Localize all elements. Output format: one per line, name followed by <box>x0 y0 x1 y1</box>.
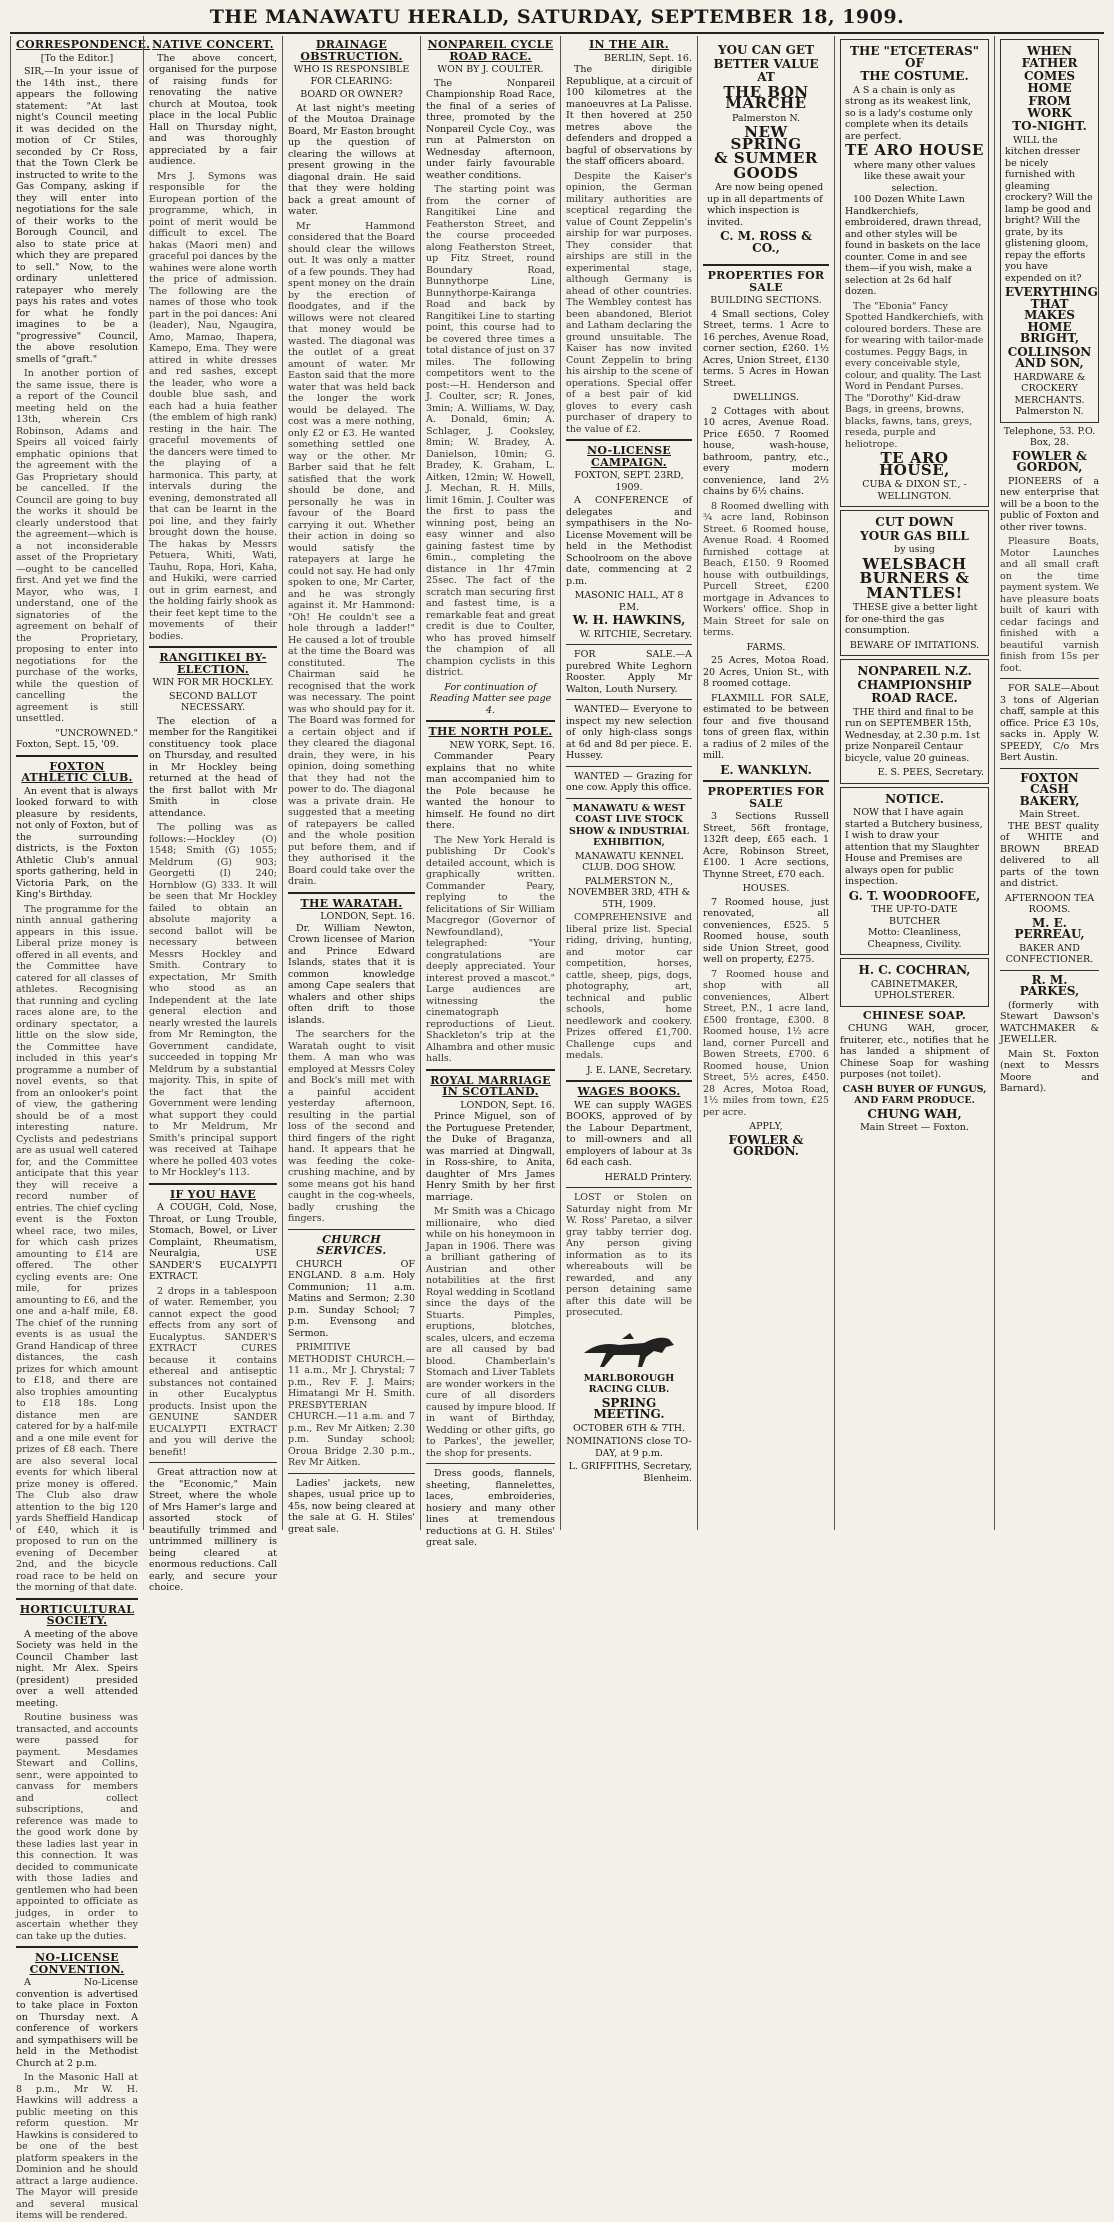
letter-date: Foxton, Sept. 15, '09. <box>16 739 119 750</box>
new-line-3: GOODS <box>733 163 799 182</box>
cycle-body: The Nonpareil Championship Road Race, the final of a series of three, promoted by the Nonpareil Cycle Coy., was run at Palmerston on Wednesday afternoon, under fairly favourable weather conditions. <box>426 77 555 181</box>
building-sections: BUILDING SECTIONS. <box>710 295 822 306</box>
bread-body: THE BEST quality of WHITE and BROWN BREAD delivered to all parts of the town and district. <box>1000 820 1099 889</box>
houses-list: 7 Roomed house, just renovated, all conveniences, £525. 5 Roomed house, south side Union Street, good well on property, £275. <box>703 896 829 965</box>
etceteras-body: A S a chain is only as strong as its weakest link, so is a lady's costume only complete when its details are perfect. <box>845 84 973 142</box>
masthead: THE MANAWATU HERALD, SATURDAY, SEPTEMBER 18, 1909. <box>10 6 1104 34</box>
gas-body: THESE give a better light for one-third the gas consumption. <box>845 602 978 636</box>
heading-if-you-have: IF YOU HAVE <box>170 1187 256 1201</box>
etceteras-ad <box>840 39 989 507</box>
properties-list-2: 3 Sections Russell Street, 56ft frontage, 132ft deep, £65 each. 1 Acre, Robinson Street, £100. 1 Acre sections, Thynne Street, £70 each. <box>703 811 829 880</box>
parkes: R. M. PARKES, <box>1019 972 1080 998</box>
notice-body: NOW that I have again started a Butchery business, I wish to draw your attention that my Slaughter House and Premises are always open for public inspection. <box>845 807 983 887</box>
air-body: The dirigible Republique, at a circuit of 100 kilometres at the manoeuvres at La Palisse. It then hovered at 250 metres above the defenders and dropped a bagful of observations by the staff officers aboard. <box>566 64 692 167</box>
nominations: NOMINATIONS close TO-DAY, at 9 p.m. <box>566 1436 692 1459</box>
heading-horticultural: HORTICULTURAL SOCIETY. <box>19 1602 135 1627</box>
cochran-ad <box>840 958 989 1007</box>
fungus-buyer: CASH BUYER OF FUNGUS, AND FARM PRODUCE. <box>842 1083 987 1106</box>
election-filler: The polling was as follows:—Hockley (O) 1548; Smith (G) 1055; Meldrum (G) 903; Georgetti (I) 240; Hornblow (G) 333. It will be seen that Mr Hockley failed to obtain an absolute majority a second ballot will be necessary between Messrs Hockley and Smith. Contrary to expectation, Mr Smith who stood as an Independent at the late general election and nearly wrested the laurels from Mr Remington, the Government candidate, succeeded in topping Mr Meldrum by a substantial majority. This, in spite of the fact that the Government were lending what support they could to Mr Meldrum, Mr Smith's principal support was received at Taihape where he polled 403 votes to Mr Hockley's 113. <box>149 822 277 1178</box>
perreau: M. E. PERREAU, <box>1014 915 1085 941</box>
np-secretary: E. S. PEES, Secretary. <box>877 767 984 778</box>
royal-body: Prince Miguel, son of the Portuguese Pretender, the Duke of Braganza, was married at Dingwall, in Ross-shire, to Anita, daughter of Mrs James Henry Smith by her first marriage. <box>426 1111 555 1203</box>
notice-heading: NOTICE. <box>885 791 944 806</box>
no-license-filler: In the Masonic Hall at 8 p.m., Mr W. H. Hawkins will address a public meeting on this reform question. Mr Hawkins is considered to be one of the best platform speakers in the Dominion and he should attract a large audience. The Mayor will preside and several musical items will be rendered. <box>16 2072 138 2221</box>
spring-meeting: SPRING MEETING. <box>593 1395 665 1421</box>
opening-text: Are now being opened up in all departments of which inspection is invited. <box>707 182 824 228</box>
store-town: Palmerston N. <box>731 112 801 124</box>
np-line-3: ROAD RACE. <box>871 691 958 705</box>
father-line-2: COMES HOME <box>1023 69 1076 95</box>
everything-bright: EVERYTHING THAT MAKES HOME BRIGHT, <box>1005 285 1098 345</box>
masonic-hall: MASONIC HALL, AT 8 P.M. <box>574 590 684 613</box>
concert-filler: Mrs J. Symons was responsible for the European portion of the programme, which, in point of merit would be difficult to excel. The hakas (Maori men) and graceful poi dances by the wahines were alone worth the price of admission. The following are the names of those who took part in the poi dances: Ani (leader), Nau, Ngaugira, Amo, Mamao, Ihapera, Kamepo, Ema. They were attired in white dresses and red sashes, except the leader, who wore a double blue sash, and each had a huia feather (the emblem of high rank) resting in the hair. The graceful movements of the dancers were timed to the playing of a harmonica. This party, at intervals during the evening, demonstrated all that can be learnt in the poi line, and they fairly brought down the house. The hakas by Messrs Petuera, Whiti, Wati, Tauhu, Ropa, Hori, Kaha, and Hukiki, were carried out in grim earnest, and the holding fairly shook as their feet kept time to the movements of their bodies. <box>149 170 277 642</box>
heading-in-the-air: IN THE AIR. <box>589 38 669 51</box>
conference-body: A CONFERENCE of delegates and sympathisers in the No-License Movement will be held in the Methodist Schoolroom on the above date, commencing at 2 p.m. <box>566 495 692 587</box>
fowler-gordon-sig: FOWLER & GORDON. <box>728 1132 804 1158</box>
racing-secretary: L. GRIFFITHS, Secretary, Blenheim. <box>568 1461 692 1484</box>
value-line-1: YOU CAN GET <box>718 43 814 57</box>
dwellings-list: 2 Cottages with about 10 acres, Avenue Road. Price £650. 7 Roomed house, wash-house, bathroom, pantry, etc., every modern convenience, land 2½ chains by 6½ chains. <box>703 405 829 497</box>
chaff-ad: FOR SALE—About 3 tons of Algerian chaff, sample at this office. Price £3 10s, sacks in. Apply W. SPEEDY, C/o Mrs Bert Austin. <box>1000 683 1099 763</box>
heading-athletic-club: FOXTON ATHLETIC CLUB. <box>21 759 133 784</box>
election-body: The election of a member for the Rangitikei constituency took place on Thursday, and resulted in Mr Hockley being returned at the head of the first ballot with Mr Smith in close attendance. <box>149 715 277 819</box>
hardware: HARDWARE & CROCKERY MERCHANTS. <box>1013 371 1086 406</box>
cycle-filler: The starting point was from the corner of Rangitikei Line and Featherston Street, and the course proceeded along Featherston Street, up Fitz Street, round Boundary Road, Bunnythorpe Line, Bunnythorpe-Kairanga Road and back by Rangitikei Line to starting point, this course had to be covered three times a total distance of just on 37 miles. The following competitors went to the post:—H. Henderson and J. Coulter, scr; R. Jones, 3min; A. Williams, W. Day, A. Donald, 6min; A. Schlager, J. Cooksley, 8min; W. Bradey, A. Danielson, 10min; G. Bradey, K. Graham, L. Aitken, 12min; W. Howell, J. Mechan, R. H. Mills, limit 16min. J. Coulter was the first to pass the winning post, being an easy winner and also gaining fastest time by 6min., completing the distance in 1hr 47min 25sec. The fact of the scratch man securing first and fastest time, is a remarkable feat and great credit is due to Coulter, who has proved himself the champion of all champion cyclists in this district. <box>426 184 555 678</box>
no-license-body: A No-License convention is advertised to take place in Foxton on Thursday next. A conference of workers and sympathisers will be held in the Methodist Church at 2 p.m. <box>16 1977 138 2069</box>
bakery-street: Main Street. <box>1019 809 1080 820</box>
to-editor: [To the Editor.] <box>40 52 114 64</box>
drainage-sub-2: BOARD OR OWNER? <box>300 89 403 100</box>
column-6 <box>697 36 834 1530</box>
heading-native-concert: NATIVE CONCERT. <box>152 38 274 51</box>
ross-and-co: C. M. ROSS & CO., <box>720 229 812 255</box>
column-3 <box>282 36 420 1535</box>
heading-cycle-race: NONPAREIL CYCLE ROAD RACE. <box>427 38 554 63</box>
heading-wages-books: WAGES BOOKS. <box>577 1085 681 1098</box>
racing-club: MARLBOROUGH RACING CLUB. <box>583 1372 675 1395</box>
show-dates: PALMERSTON N., NOVEMBER 3RD, 4TH & 5TH, 1909. <box>567 875 691 910</box>
dwellings-heading: DWELLINGS. <box>733 392 799 403</box>
herald-printery: HERALD Printery. <box>604 1171 692 1183</box>
column-5 <box>560 36 697 1530</box>
te-aro-filler: The "Ebonia" Fancy Spotted Handkerchiefs, with coloured borders. These are for wearing with tailor-made costumes. Peggy Bags, in every conceivable style, colour, and quality. The Last Word in Pendant Purses. The "Dorothy" Kid-draw Bags, in greens, browns, blacks, fawns, tans, greys, reseda, purple and heliotrope. <box>845 300 984 450</box>
motto: Motto: Cleanliness, Cheapness, Civility. <box>867 927 962 950</box>
church-filler: PRIMITIVE METHODIST CHURCH.—11 a.m., Mr J. Chrystal; 7 p.m., Rev F. J. Mairs; Himatangi Mr H. Smith. PRESBYTERIAN CHURCH.—11 a.m. and 7 p.m., Rev Mr Aitken; 2.30 p.m. Sunday school; Oroua Bridge 2.30 p.m., Rev Mr Aitken. <box>288 1342 415 1468</box>
meeting-dates: OCTOBER 6TH & 7TH. <box>572 1422 686 1434</box>
cochran: H. C. COCHRAN, <box>858 963 971 977</box>
athletic-filler: The programme for the ninth annual gathering appears in this issue. Liberal prize money is offered in all events, and the Committee have catered for all classes of athletes. Recognising that running and cycling races alone are, to the ordinary spectator, a little on the slow side, the Committee have included in this year's programme a number of novel events, so that from an onlooker's point of view, the gathering should be of a most interesting nature. Cyclists and pedestrians are as usual well catered for, and the Committee anticipate that this year they will receive a record number of entries. The chief cycling event is the Foxton wheel race, two miles, for which cash prizes amounting to £14 are offered. The other cycling events are: One mile, for prizes amounting to £6, and the one and a-half mile, £8. The chief of the running events is as usual the Grand Handicap of three distances, the cash prizes for which amount to £18, and there are also trophies amounting to £18 18s. Long distance men are catered for by a half-mile and a one mile event for prizes of £8 each. There are also several local events for which liberal prize money is offered. The Club also draw attention to the big 120 yards Sheffield Handicap of £40, which it is proposed to run on the evening of December 2nd, and the bicycle road race to be held on the morning of that date. <box>16 903 138 1593</box>
houses-filler: 7 Roomed house and shop with all conveniences, Albert Street, P.N., 1 acre land, £500 frontage, £300. 8 Roomed house, 1½ acre land, corner Purcell and Bowen Streets, £700. 6 Roomed house, Union Street, 5½ acres, £450. 28 Acres, Motoa Road, 1½ miles from town, £25 per acre. <box>703 968 829 1118</box>
heading-no-license: NO-LICENSE CONVENTION. <box>29 1951 125 1976</box>
wanklyn: E. WANKLYN. <box>720 762 812 777</box>
soap-body: CHUNG WAH, grocer, fruiterer, etc., notifies that he has landed a shipment of Chinese Soap for washing purposes (not toilet). <box>840 1023 989 1080</box>
heading-properties-1: PROPERTIES FOR SALE <box>707 269 825 294</box>
athletic-body: An event that is always looked forward to with pleasure by residents, not only of Foxton, but of the surrounding districts, is the Foxton Athletic Club's annual sports gathering, held in Victoria Park, on the King's Birthday. <box>16 785 138 900</box>
grazing-ad: WANTED — Grazing for one cow. Apply this office. <box>566 770 692 793</box>
waratah-dateline: LONDON, Sept. 16. <box>320 911 415 922</box>
royal-dateline: LONDON, Sept. 16. <box>460 1099 555 1111</box>
column-4 <box>420 36 560 1548</box>
concert-body: The above concert, organised for the purpose of raising funds for renovating the native church at Moutoa, took place in the local Public Hall on Thursday night, and was thoroughly appreciated by a fair audience. <box>149 52 277 167</box>
new-line-1: NEW SPRING <box>730 123 802 153</box>
te-aro-house-1: TE ARO HOUSE <box>845 141 984 159</box>
royal-filler: Mr Smith was a Chicago millionaire, who died while on his honeymoon in Japan in 1906. There was a brilliant gathering of Austrian and other notabilities at the first Royal wedding in Scotland since the days of the Stuarts. Pimples, eruptions, blotches, scales, ulcers, and eczema are all caused by bad blood. Chamberlain's Stomach and Liver Tablets are wonder workers in the cure of all disorders caused by impure blood. If in want of Birthday, Wedding or other gifts, go to Parkes', the jeweller, the shop for presents. <box>426 1206 555 1459</box>
notice-ad <box>840 787 989 956</box>
speaker-name: W. H. HAWKINS, <box>572 613 686 627</box>
column-8 <box>994 36 1104 1530</box>
cash-bakery: FOXTON CASH BAKERY, <box>1019 770 1080 808</box>
fowler-gordon: FOWLER & GORDON, <box>1011 448 1088 474</box>
heading-church-services: CHURCH SERVICES. <box>316 1232 387 1257</box>
air-filler: Despite the Kaiser's opinion, the German military authorities are sceptical regarding the value of Count Zeppelin's airship for war purposes. They consider that airships are still in the experimental stage, although Germany is ahead of other countries. The Wembley contest has been abandoned, Bleriot and Latham declaring the ground unsuitable. The Kaiser has now invited Count Zeppelin to bring his airship to the scene of operations. Special offer of a best pair of kid gloves to every cash purchaser of drapery to the value of £2. <box>566 170 692 435</box>
gas-line-2: YOUR GAS BILL <box>860 528 969 543</box>
te-aro-list: 100 Dozen White Lawn Handkerchiefs, embroidered, drawn thread, and other styles will be found in baskets on the lace counter. Come in and see them—if you wish, make a selection at 2s 6d half dozen. <box>845 194 982 297</box>
cycle-sub: WON BY J. COULTER. <box>437 64 544 75</box>
te-aro-address: CUBA & DIXON ST., - WELLINGTON. <box>862 479 967 502</box>
np-line-1: NONPAREIL N.Z. <box>857 664 972 678</box>
letter-signature: "UNCROWNED." <box>55 727 138 739</box>
waratah-filler: The searchers for the Waratah ought to visit them. A man who was employed at Messrs Coley and Bock's mill met with a painful accident yesterday afternoon, resulting in the partial loss of the second and third fingers of the right hand. It appears that he was feeding the coke-crushing machine, and by some means got his hand caught in the cog-wheels, badly crushing the fingers. <box>288 1029 415 1224</box>
pioneers-filler: Pleasure Boats, Motor Launches and all small craft on the time payment system. We have pleasure boats built of kauri with cedar facings and finished with a beautiful varnish finish from 15s per foot. <box>1000 536 1099 674</box>
value-line-3: AT <box>757 70 775 84</box>
drainage-filler: Mr Hammond considered that the Board should clear the willows out. It was only a matter of a few pounds. They had spent money on the drain by the erection of floodgates, and if the willows were not cleared that money would be wasted. The diagonal was the outlet of a great amount of water. Mr Easton said that the more water that was held back the longer the work would be delayed. The cost was a mere nothing, only £2 or £3. He wanted something settled one way or the other. Mr Barber said that he felt satisfied that the work should be done, and personally he was in favour of the Board carrying it out. Whether their action in doing so would satisfy the ratepayers at large he could not say. He had only spoken to one, Mr Carter, and he was strongly against it. Mr Hammond: "Oh! He couldn't see a hole through a ladder!" He caused a lot of trouble at the time the Board was constituted. The Chairman said he recognised that the work was necessary. The point was who should pay for it. The Board was formed for a certain object and if they cleared the diagonal drain, they were, in his opinion, doing something that they had not the power to do. The diagonal was a private drain. He suggested that a meeting of ratepayers be called and the whole position put before them, and if they authorised it the Board could take over the drain. <box>288 220 415 887</box>
horticultural-body: A meeting of the above Society was held in the Council Chamber last night. Mr Alex. Speirs (president) presided over a well attended meeting. <box>16 1628 138 1709</box>
kennel-club: MANAWATU KENNEL CLUB. DOG SHOW. <box>574 850 684 873</box>
houses-heading: HOUSES. <box>742 883 790 894</box>
pioneers-body: PIONEERS of a new enterprise that will be a boon to the public of Foxton and other river towns. <box>1000 475 1099 533</box>
heading-north-pole: THE NORTH POLE. <box>428 725 553 738</box>
father-ad <box>1000 39 1099 423</box>
etceteras-line-2: THE COSTUME. <box>860 69 969 83</box>
father-line-4: TO-NIGHT. <box>1012 119 1087 133</box>
waratah-body: Dr. William Newton, Crown licensee of Marion and Prince Edward Islands, states that it is common knowledge among Cape sealers that whalers and other ships often drift to those islands. <box>288 922 415 1026</box>
chung-wah-address: Main Street — Foxton. <box>860 1122 969 1133</box>
heading-no-license-campaign: NO-LICENSE CAMPAIGN. <box>586 444 671 469</box>
cabinetmaker: CABINETMAKER, UPHOLSTERER. <box>870 978 959 1001</box>
father-line-1: WHEN FATHER <box>1021 44 1078 70</box>
chung-wah: CHUNG WAH, <box>867 1106 962 1121</box>
air-dateline: BERLIN, Sept. 16. <box>603 52 692 64</box>
bon-marche-ad <box>703 39 829 260</box>
racehorse-illustration <box>574 1323 684 1369</box>
store-name: THE BON MARCHE <box>723 82 809 112</box>
new-line-2: & SUMMER <box>714 149 818 167</box>
dwellings-filler: 8 Roomed dwelling with ¾ acre land, Robinson Street. 6 Roomed house, Avenue Road. 4 Roomed furnished cottage at Beach, £150. 9 Roomed house with outbuildings, Purcell Street, £200 mortgage in Advances to Workers' office. Shop in Main Street for sale on terms. <box>703 500 829 638</box>
parkes-body: (formerly with Stewart Dawson's WATCHMAKER & JEWELLER. <box>1000 999 1099 1045</box>
economic-ad: Great attraction now at the "Economic," Main Street, where the whole of Mrs Hamer's large and assorted stock of beautifully trimmed and untrimmed millinery is being cleared at enormous reductions. Call early, and secure your choice. <box>149 1467 277 1593</box>
parkes-address: Main St. Foxton (next to Messrs Moore and Barnard). <box>1000 1048 1099 1094</box>
welsbach-ad <box>840 510 989 656</box>
election-sub-1: WIN FOR MR HOCKLEY. <box>152 677 274 688</box>
baker: BAKER AND CONFECTIONER. <box>1005 942 1094 965</box>
drainage-sub-1: WHO IS RESPONSIBLE FOR CLEARING: <box>293 64 410 87</box>
nonpareil-ad <box>840 659 989 784</box>
ladies-jackets-ad: Ladies' jackets, new shapes, usual price up to 45s, now being cleared at the sale at G. H. Stiles' great sale. <box>288 1477 415 1535</box>
drainage-body: At last night's meeting of the Moutoa Drainage Board, Mr Easton brought up the question of clearing the willows at present growing in the diagonal drain. He said that they were holding back a great amount of water. <box>288 102 415 217</box>
heading-chinese-soap: CHINESE SOAP. <box>862 1008 967 1022</box>
gas-line-4: WELSBACH <box>862 554 967 573</box>
heading-correspondence: CORRESPONDENCE. <box>16 38 151 51</box>
show-secretary: J. E. LANE, Secretary. <box>586 1064 692 1076</box>
church-body: CHURCH OF ENGLAND. 8 a.m. Holy Communion; 11 a.m. Matins and Sermon; 2.30 p.m. Sunday School; 7 p.m. Evensong and Sermon. <box>288 1258 415 1339</box>
column-1 <box>10 36 151 2221</box>
gas-beware: BEWARE OF IMITATIONS. <box>849 639 980 651</box>
heading-properties-2: PROPERTIES FOR SALE <box>707 785 825 810</box>
gas-line-3: by using <box>894 544 935 555</box>
continuation-note: For continuation of Reading Matter see page 4. <box>429 681 552 716</box>
woodroofe: G. T. WOODROOFE, <box>848 888 981 903</box>
dress-goods-ad: Dress goods, flannels, sheeting, flannelettes, laces, embroideries, hosiery and many other lines at tremendous reductions at G. H. Stiles' great sale. <box>426 1468 555 1548</box>
letter-filler: In another portion of the same issue, there is a report of the Council meeting held on the 13th, wherein Crs Robinson, Adams and Speirs all voiced fairly emphatic opinions that the agreement with the Gas Proprietary should be cancelled. If the Council are going to buy the works it should be clearly understood that the agreement—which is a not inconsiderable asset of the Proprietary—ought to be cancelled first. And yet we find the Mayor, who was, I understand, one of the signatories of the agreement on behalf of the Proprietary, proposing to enter into negotiations for the purchase of the works, while the question of cancelling the agreement is still unsettled. <box>16 368 138 724</box>
rooster-ad: FOR SALE.—A purebred White Leghorn Rooster. Apply Mr Walton, Louth Nursery. <box>566 649 692 695</box>
remedy-body: A COUGH, Cold, Nose, Throat, or Lung Trouble, Stomach, Bowel, or Liver Complaint, Rheumatism, Neuralgia, USE SANDER'S EUCALYPTI EXTRACT. <box>149 1202 277 1282</box>
gas-line-1: CUT DOWN <box>875 515 954 529</box>
show-filler: COMPREHENSIVE and liberal prize list. Special riding, driving, hunting, and motor car competition, horses, cattle, sheep, pigs, dogs, photography, art, technical and public schools, home needlework and cookery. Prizes offered £1,700. Challenge cups and medals. <box>566 912 692 1061</box>
campaign-secretary: W. RITCHIE, Secretary. <box>579 628 692 640</box>
heading-drainage: DRAINAGE OBSTRUCTION. <box>300 38 403 63</box>
songs-ad: WANTED— Everyone to inspect my new selection of only high-class songs at 6d and 8d per piece. E. Hussey. <box>566 704 692 761</box>
value-line-2: BETTER VALUE <box>713 56 819 71</box>
te-aro-house-2: TE ARO HOUSE, <box>879 449 950 479</box>
gas-line-5: BURNERS & <box>859 569 970 587</box>
column-7 <box>834 36 994 1530</box>
np-body: THE third and final to be run on SEPTEMBER 15th, Wednesday, at 2.30 p.m. 1st prize Nonpareil Centaur bicycle, value 20 guineas. <box>845 706 980 764</box>
collinson: COLLINSON AND SON, <box>1007 344 1092 370</box>
north-pole-body: Commander Peary explains that no white man accompanied him to the Pole because he wanted the honour to himself. He found no dirt there. <box>426 751 555 831</box>
te-aro-sub: where many other values like these await your selection. <box>853 159 976 194</box>
north-pole-filler: The New York Herald is publishing Dr Cook's detailed account, which is graphically written. Commander Peary, replying to the felicitations of Sir William Macgregor (Governor of Newfoundland), telegraphed: "Your congratulations are deeply appreciated. Your interest proved a mascot." Large audiences are witnessing the cinematograph reproductions of Lieut. Shackleton's trip at the Alhambra and other music halls. <box>426 834 555 1064</box>
north-pole-dateline: NEW YORK, Sept. 16. <box>449 739 555 751</box>
etceteras-line-1: THE "ETCETERAS" OF <box>850 44 979 70</box>
np-line-2: CHAMPIONSHIP <box>857 677 972 692</box>
show-heading: MANAWATU & WEST COAST LIVE STOCK SHOW & INDUSTRIAL EXHIBITION, <box>569 802 689 848</box>
horticultural-filler: Routine business was transacted, and accounts were passed for payment. Mesdames Stewart and Collins, senr., were appointed to canvass for members and collect subscriptions, and reference was made to the good work done by these ladies last year in this connection. It was decided to communicate with those ladies and gentlemen who had been appointed to officiate as judges, in order to ascertain whether they can take up the duties. <box>16 1712 138 1942</box>
collinson-town: Palmerston N. <box>1015 406 1084 417</box>
heading-by-election: RANGITIKEI BY-ELECTION. <box>159 651 267 676</box>
properties-list-1: 4 Small sections, Coley Street, terms. 1 Acre to 16 perches, Avenue Road, corner section, £260. 1½ Acres, Union Street, £130 terms. 5 Acres in Howan Street. <box>703 308 829 389</box>
father-body: WILL the kitchen dresser be nicely furnished with gleaming crockery? Will the lamp be good and bright? Will the grate, by its glistening gloom, repay the efforts you have expended on it? <box>1005 134 1093 284</box>
flaxmill-ad: FLAXMILL FOR SALE, estimated to be between four and five thousand tons of green flax, within a radius of 2 miles of the mill. <box>703 692 829 761</box>
remedy-filler: 2 drops in a tablespoon of water. Remember, you cannot expect the good effects from any sort of Eucalyptus. SANDER'S EXTRACT CURES because it contains ethereal and antiseptic substances not contained in other Eucalyptus products. Insist upon the GENUINE SANDER EUCALYPTI EXTRACT and you will derive the benefit! <box>149 1285 277 1458</box>
column-2 <box>143 36 282 1593</box>
heading-royal-marriage: ROYAL MARRIAGE IN SCOTLAND. <box>430 1073 551 1098</box>
wages-body: WE can supply WAGES BOOKS, approved of by the Labour Department, to mill-owners and all employers of labour at 3s 6d each cash. <box>566 1099 692 1168</box>
tea-rooms: AFTERNOON TEA ROOMS. <box>1004 892 1095 915</box>
father-line-3: FROM WORK <box>1027 94 1072 120</box>
butcher: THE UP-TO-DATE BUTCHER <box>871 904 958 927</box>
apply: APPLY, <box>749 1121 783 1132</box>
letter-body: SIR,—In your issue of the 14th inst., there appears the following statement: "At last night's Council meeting it was decided on the motion of Cr Stiles, seconded by Cr Ross, that the Town Clerk be instructed to write to the Gas Company, asking if they will enter into negotiations for the sale of their works to the Borough Council, and also to state price at which they are prepared to sell." Now, to the ordinary unlettered ratepayer who merely pays his rates and votes for what he fondly imagines to be a "progressive" Council, the above resolution smells of "graft." <box>16 66 138 365</box>
gas-line-6: MANTLES! <box>866 583 963 602</box>
farms-heading: FARMS. <box>746 641 786 653</box>
telephone: Telephone, 53. P.O. Box, 28. <box>1003 425 1096 448</box>
farms-list: 25 Acres, Motoa Road. 20 Acres, Union St., with 8 roomed cottage. <box>703 655 829 689</box>
election-sub-2: SECOND BALLOT NECESSARY. <box>168 690 258 713</box>
lost-ad: LOST or Stolen on Saturday night from Mr W. Ross' Paretao, a silver gray tabby terrier dog. Any person giving information as to its whereabouts will be rewarded, and any person detaining same after this date will be prosecuted. <box>566 1192 692 1318</box>
heading-waratah: THE WARATAH. <box>300 896 403 910</box>
campaign-date: FOXTON, SEPT. 23RD, 1909. <box>574 470 684 493</box>
